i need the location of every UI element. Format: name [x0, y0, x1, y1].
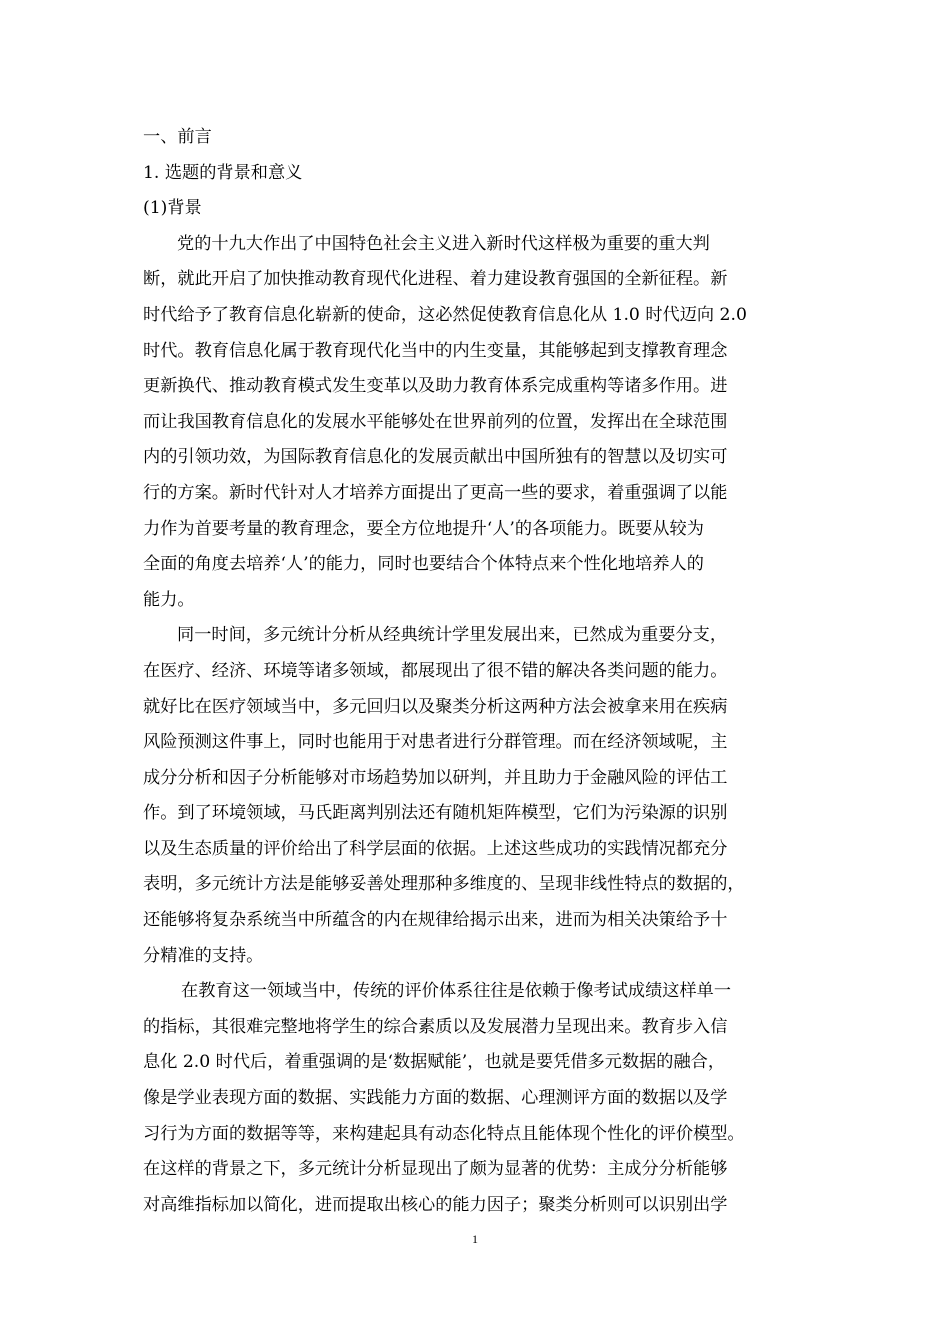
text-line: 内的引领功效，为国际教育信息化的发展贡献出中国所独有的智慧以及切实可 — [143, 447, 728, 468]
text-line: 党的十九大作出了中国特色社会主义进入新时代这样极为重要的重大判 — [177, 233, 710, 254]
text-line: 一、前言 — [143, 127, 212, 147]
text-line: 习行为方面的数据等等，来构建起具有动态化特点且能体现个性化的评价模型。 — [143, 1123, 745, 1144]
text-line: 作。到了环境领域，马氏距离判别法还有随机矩阵模型，它们为污染源的识别 — [143, 803, 728, 824]
text-line: 力作为首要考量的教育理念，要全方位地提升‘人’的各项能力。既要从较为 — [143, 518, 704, 539]
text-line: 成分分析和因子分析能够对市场趋势加以研判，并且助力于金融风险的评估工 — [143, 767, 728, 788]
text-line: 在教育这一领域当中，传统的评价体系往往是依赖于像考试成绩这样单一 — [181, 981, 732, 1002]
text-line: 时代给予了教育信息化崭新的使命，这必然促使教育信息化从 1.0 时代迈向 2.0 — [143, 304, 747, 325]
text-line: 像是学业表现方面的数据、实践能力方面的数据、心理测评方面的数据以及学 — [143, 1088, 728, 1109]
text-line: 更新换代、推动教育模式发生变革以及助力教育体系完成重构等诸多作用。进 — [143, 376, 728, 397]
text-line: 息化 2.0 时代后，着重强调的是‘数据赋能’，也就是要凭借多元数据的融合， — [143, 1052, 726, 1073]
text-line: (1)背景 — [143, 198, 202, 219]
page-number: 1 — [472, 1232, 478, 1246]
text-line: 同一时间，多元统计分析从经典统计学里发展出来，已然成为重要分支， — [177, 625, 728, 646]
text-line: 对高维指标加以简化，进而提取出核心的能力因子；聚类分析则可以识别出学 — [143, 1194, 728, 1215]
text-line: 还能够将复杂系统当中所蕴含的内在规律给揭示出来，进而为相关决策给予十 — [143, 910, 728, 931]
text-line: 时代。教育信息化属于教育现代化当中的内生变量，其能够起到支撑教育理念 — [143, 340, 728, 361]
text-line: 以及生态质量的评价给出了科学层面的依据。上述这些成功的实践情况都充分 — [143, 838, 728, 859]
document-body — [143, 120, 823, 1223]
text-line: 表明，多元统计方法是能够妥善处理那种多维度的、呈现非线性特点的数据的， — [143, 874, 745, 895]
text-line: 在医疗、经济、环境等诸多领域，都展现出了很不错的解决各类问题的能力。 — [143, 660, 728, 681]
text-line: 分精准的支持。 — [143, 945, 264, 966]
text-line: 全面的角度去培养‘人’的能力，同时也要结合个体特点来个性化地培养人的 — [143, 554, 704, 575]
text-line: 的指标，其很难完整地将学生的综合素质以及发展潜力呈现出来。教育步入信 — [143, 1016, 728, 1037]
text-line: 在这样的背景之下，多元统计分析显现出了颇为显著的优势：主成分分析能够 — [143, 1159, 728, 1180]
text-line: 断，就此开启了加快推动教育现代化进程、着力建设教育强国的全新征程。新 — [143, 269, 728, 290]
text-line: 就好比在医疗领域当中，多元回归以及聚类分析这两种方法会被拿来用在疾病 — [143, 696, 728, 717]
text-line: 而让我国教育信息化的发展水平能够处在世界前列的位置，发挥出在全球范围 — [143, 411, 728, 432]
text-line: 能力。 — [143, 589, 195, 610]
text-line: 行的方案。新时代针对人才培养方面提出了更高一些的要求，着重强调了以能 — [143, 482, 728, 503]
text-line: 风险预测这件事上，同时也能用于对患者进行分群管理。而在经济领域呢，主 — [143, 732, 728, 753]
text-line: 1. 选题的背景和意义 — [143, 162, 303, 183]
